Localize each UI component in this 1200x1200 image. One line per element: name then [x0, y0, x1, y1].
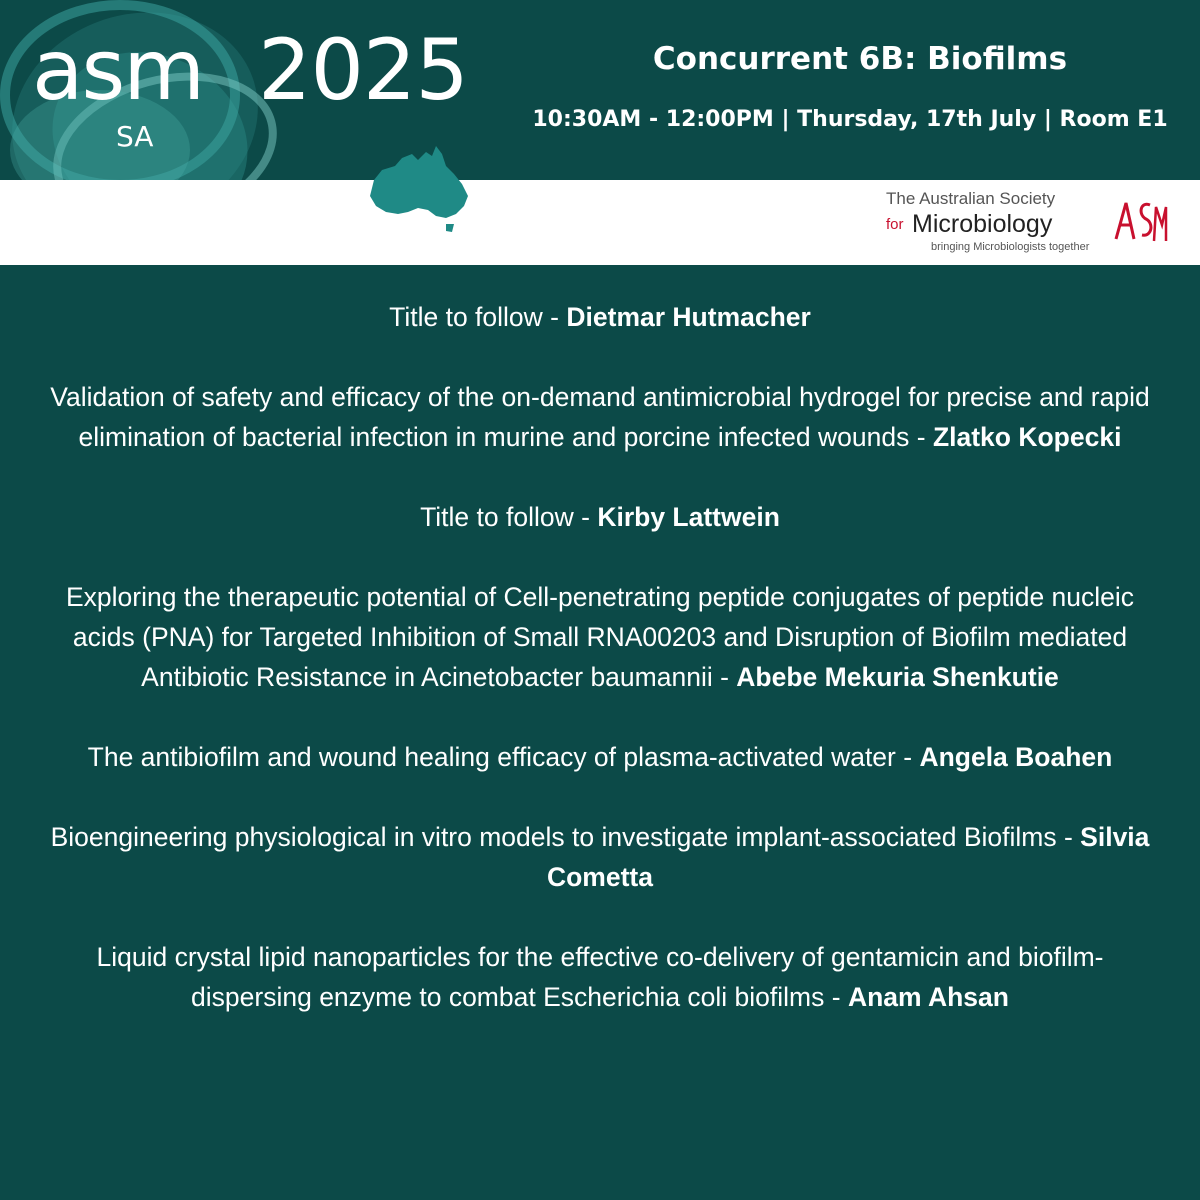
talk-title: The antibiofilm and wound healing efficacy of plasma-activated water: [87, 742, 896, 772]
logo-year-text: 2025: [258, 21, 468, 119]
talk-item: [40, 937, 1160, 1017]
logo-asm-text: asm: [32, 21, 204, 119]
session-title: Concurrent 6B: Biofilms: [652, 41, 1068, 77]
talk-separator: -: [573, 502, 598, 532]
talk-list: [40, 297, 1160, 1057]
talk-speaker: Zlatko Kopecki: [932, 422, 1122, 452]
talk-separator: -: [712, 662, 737, 692]
talk-separator: -: [909, 422, 933, 452]
talk-item: [40, 497, 1160, 537]
talk-title: Title to follow: [420, 502, 574, 532]
talk-title: Liquid crystal lipid nanoparticles for the effective co-delivery of gentamicin and biofilm-dispersing enzyme to combat Escherichia coli biofilms: [96, 942, 1104, 1012]
talk-separator: -: [824, 982, 848, 1012]
society-name-line1: The Australian Society: [886, 189, 1056, 208]
talk-item: [40, 737, 1160, 777]
talk-item: [40, 297, 1160, 337]
talk-speaker: Anam Ahsan: [847, 982, 1009, 1012]
talk-speaker: Silvia Cometta: [546, 822, 1150, 892]
talk-speaker: Dietmar Hutmacher: [566, 302, 811, 332]
talk-item: [40, 377, 1160, 457]
talk-title: Bioengineering physiological in vitro models to investigate implant-associated Biofilms: [50, 822, 1057, 852]
society-tagline: bringing Microbiologists together: [931, 241, 1090, 253]
talk-speaker: Abebe Mekuria Shenkutie: [736, 662, 1059, 692]
talk-speaker: Angela Boahen: [919, 742, 1113, 772]
society-logo: [876, 185, 1176, 260]
asm-emblem-icon: [1108, 191, 1168, 251]
talk-item: [40, 577, 1160, 697]
talk-title: Exploring the therapeutic potential of Cell-penetrating peptide conjugates of peptide nucleic acids (PNA) for Targeted Inhibition of Small RNA00203 and Disruption of Biofilm mediated Antibiotic Resistance in Acinetobacter baumannii: [65, 582, 1135, 692]
society-for-text: for: [886, 216, 904, 233]
session-meta: 10:30AM - 12:00PM | Thursday, 17th July | Room E1: [532, 107, 1168, 132]
talk-speaker: Kirby Lattwein: [597, 502, 780, 532]
talk-separator: -: [1056, 822, 1081, 852]
logo-region-text: SA: [116, 120, 154, 153]
header: [0, 0, 1200, 180]
talk-title: Validation of safety and efficacy of the on-demand antimicrobial hydrogel for precise and rapid elimination of bacterial infection in murine and porcine infected wounds: [50, 382, 1150, 452]
talk-title: Title to follow: [389, 302, 543, 332]
talk-separator: -: [895, 742, 920, 772]
talk-separator: -: [542, 302, 567, 332]
society-name-microbiology: Microbiology: [912, 210, 1053, 238]
australia-map-icon: [360, 140, 485, 235]
talk-item: [40, 817, 1160, 897]
